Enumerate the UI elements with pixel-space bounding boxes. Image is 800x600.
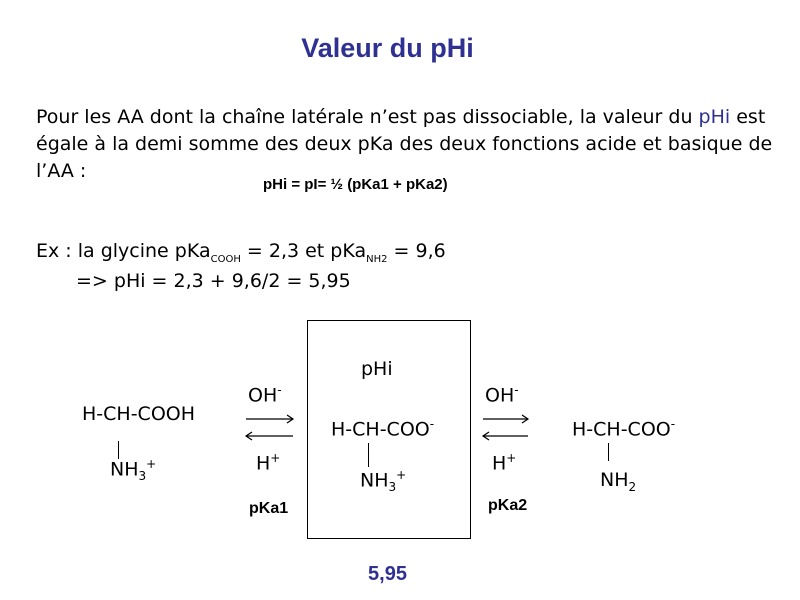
arrow2-h: H [492,452,507,475]
example-sub-cooh: COOH [210,253,241,265]
arrow1-oh-sup: - [277,383,282,397]
center-top-sup: - [429,417,435,431]
right-nh: NH [600,469,629,491]
right-nh-sub: 2 [628,479,637,494]
left-molecule-top: H-CH-COOH [82,403,196,425]
example-end: = 9,6 [387,240,446,262]
result-value: 5,95 [368,563,407,585]
example-calculation: => pHi = 2,3 + 9,6/2 = 5,95 [76,270,351,292]
right-top-text: H-CH-COO [572,418,671,441]
arrow1-oh: OH [248,384,278,407]
center-nh-sup: + [396,468,407,482]
center-nh: NH [360,469,389,492]
arrow2-oh: OH [485,384,515,407]
example-prefix: Ex : la glycine pKa [36,240,211,262]
left-nh-sub: 3 [138,469,147,484]
arrow2-h-sup: + [506,451,517,465]
arrow2-oh-sup: - [514,383,519,397]
paragraph-text-1: Pour les AA dont la chaîne latérale n’est pas dissociable, la valeur du [36,106,699,128]
right-top-sup: - [670,417,676,431]
left-nh-sup: + [146,457,157,471]
arrow1-h-sup: + [270,451,281,465]
phi-formula: pHi = pI= ½ (pKa1 + pKa2) [263,176,448,193]
center-phi-label: pHi [361,358,393,380]
pka2-label: pKa2 [488,497,528,514]
example-mid: = 2,3 et pKa [240,240,367,262]
paragraph-text-2: est égale à la demi somme des deux pKa des deux fonctions acide et basique de l’AA : [36,106,773,182]
phi-highlight: pHi [698,106,731,128]
left-nh: NH [110,458,139,481]
center-top-text: H-CH-COO [331,418,430,441]
slide-title: Valeur du pHi [301,33,474,63]
example-sub-nh2: NH2 [366,253,388,265]
arrow1-h: H [256,452,271,475]
pka1-label: pKa1 [249,500,289,517]
center-nh-sub: 3 [388,480,397,495]
